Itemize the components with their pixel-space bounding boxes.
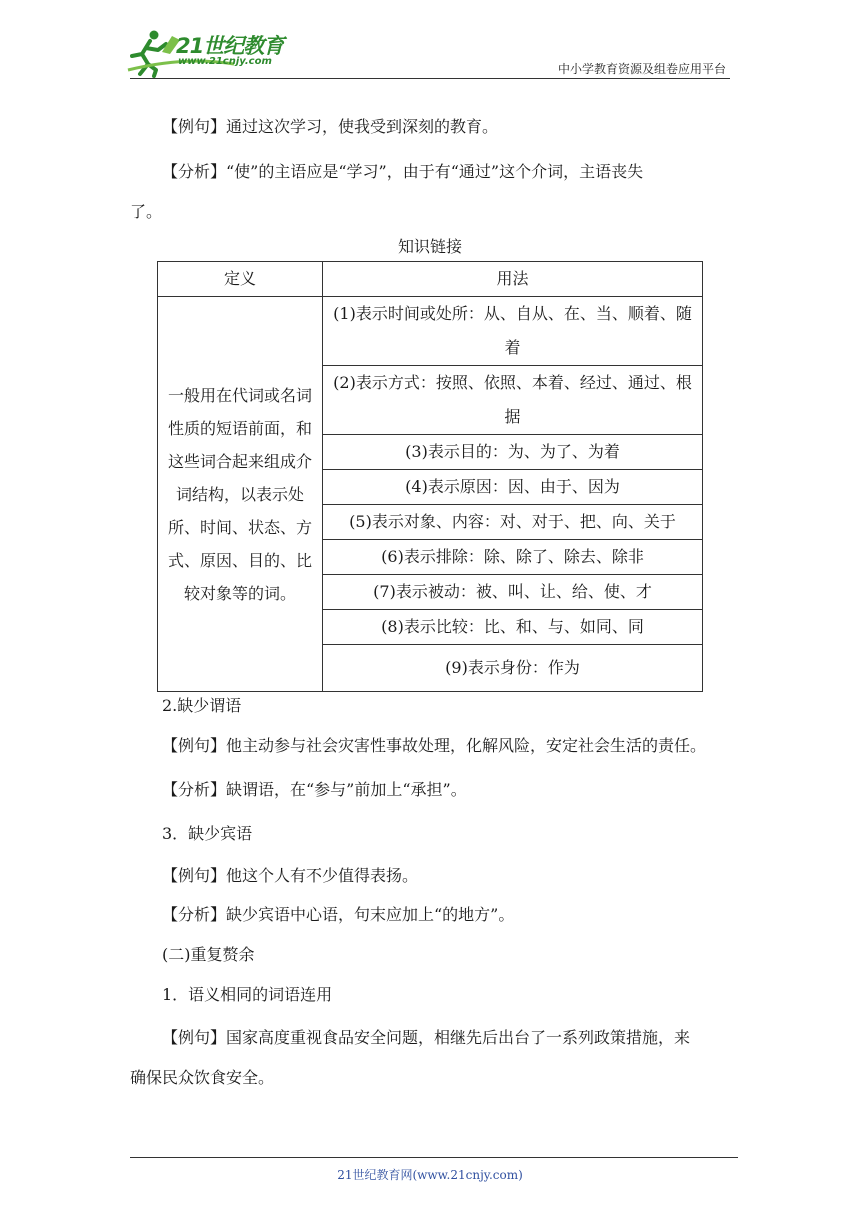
example-sentence-3: 【例句】他这个人有不少值得表扬。 bbox=[162, 866, 419, 885]
usage-cell: (5)表示对象、内容：对、对于、把、向、关于 bbox=[323, 505, 703, 540]
logo-url: www.21cnjy.com bbox=[178, 56, 272, 67]
footer-divider bbox=[130, 1157, 738, 1158]
analysis-2: 【分析】缺谓语，在“参与”前加上“承担”。 bbox=[162, 780, 467, 799]
example-sentence-4-line1: 【例句】国家高度重视食品安全问题，相继先后出台了一系列政策措施，来 bbox=[162, 1028, 691, 1047]
section-missing-object: 3．缺少宾语 bbox=[162, 824, 253, 843]
part-redundancy-title: (二)重复赘余 bbox=[162, 945, 255, 964]
analysis-3: 【分析】缺少宾语中心语，句末应加上“的地方”。 bbox=[162, 905, 515, 924]
usage-cell: (1)表示时间或处所：从、自从、在、当、顺着、随着 bbox=[323, 297, 703, 366]
logo-wordmark: 21世纪教育 bbox=[176, 34, 284, 58]
usage-cell: (9)表示身份：作为 bbox=[323, 645, 703, 692]
example-sentence-2: 【例句】他主动参与社会灾害性事故处理，化解风险，安定社会生活的责任。 bbox=[162, 736, 707, 755]
table-row bbox=[158, 297, 703, 366]
page-header bbox=[0, 0, 860, 82]
example-sentence-4-line2: 确保民众饮食安全。 bbox=[130, 1068, 275, 1087]
header-definition: 定义 bbox=[158, 262, 323, 297]
header-usage: 用法 bbox=[323, 262, 703, 297]
section-synonym-repetition: 1．语义相同的词语连用 bbox=[162, 985, 333, 1004]
usage-cell: (7)表示被动：被、叫、让、给、使、才 bbox=[323, 575, 703, 610]
usage-cell: (3)表示目的：为、为了、为着 bbox=[323, 435, 703, 470]
usage-cell: (2)表示方式：按照、依照、本着、经过、通过、根据 bbox=[323, 366, 703, 435]
knowledge-link-table bbox=[157, 261, 703, 692]
analysis-1-line1: 【分析】“使”的主语应是“学习”，由于有“通过”这个介词，主语丧失 bbox=[162, 162, 644, 181]
usage-cell: (4)表示原因：因、由于、因为 bbox=[323, 470, 703, 505]
header-divider bbox=[130, 78, 730, 79]
platform-label: 中小学教育资源及组卷应用平台 bbox=[557, 62, 726, 76]
table-caption: 知识链接 bbox=[397, 237, 462, 256]
usage-cell: (8)表示比较：比、和、与、如同、同 bbox=[323, 610, 703, 645]
table-header-row bbox=[158, 262, 703, 297]
footer-link[interactable]: 21世纪教育网(www.21cnjy.com) bbox=[337, 1168, 523, 1182]
usage-cell: (6)表示排除：除、除了、除去、除非 bbox=[323, 540, 703, 575]
analysis-1-line2: 了。 bbox=[130, 202, 163, 221]
example-sentence-1: 【例句】通过这次学习，使我受到深刻的教育。 bbox=[162, 117, 499, 136]
section-missing-predicate: 2.缺少谓语 bbox=[162, 696, 242, 715]
definition-cell: 一般用在代词或名词性质的短语前面，和这些词合起来组成介词结构，以表示处所、时间、状态、方式、原因、目的、比较对象等的词。 bbox=[158, 297, 323, 692]
